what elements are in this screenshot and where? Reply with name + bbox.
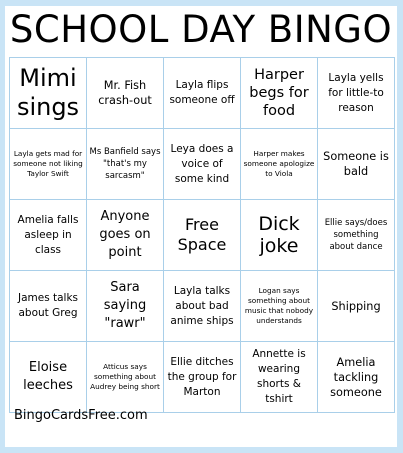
bingo-cell[interactable]: Anyone goes on point bbox=[87, 200, 164, 271]
bingo-cell[interactable]: Logan says something about music that nobody understands bbox=[241, 271, 318, 342]
bingo-cell[interactable]: Annette is wearing shorts & tshirt bbox=[241, 342, 318, 413]
bingo-cell[interactable]: Mimi sings bbox=[10, 58, 87, 129]
bingo-cell[interactable]: Layla flips someone off bbox=[164, 58, 241, 129]
bingo-cell[interactable]: Amelia tackling someone bbox=[318, 342, 395, 413]
bingo-cell[interactable]: Ms Banfield says "that's my sarcasm" bbox=[87, 129, 164, 200]
bingo-cell[interactable]: Shipping bbox=[318, 271, 395, 342]
bingo-cell[interactable]: Someone is bald bbox=[318, 129, 395, 200]
bingo-cell[interactable]: Ellie says/does something about dance bbox=[318, 200, 395, 271]
bingo-cell[interactable]: Leya does a voice of some kind bbox=[164, 129, 241, 200]
bingo-cell[interactable]: James talks about Greg bbox=[10, 271, 87, 342]
bingo-cell[interactable]: Harper makes someone apologize to Viola bbox=[241, 129, 318, 200]
bingo-cell[interactable]: Mr. Fish crash-out bbox=[87, 58, 164, 129]
bingo-cell[interactable]: Layla yells for little-to reason bbox=[318, 58, 395, 129]
bingo-cell[interactable]: Eloise leeches bbox=[10, 342, 87, 413]
card-title: SCHOOL DAY BINGO bbox=[9, 8, 393, 51]
bingo-cell[interactable]: Layla talks about bad anime ships bbox=[164, 271, 241, 342]
bingo-card bbox=[5, 6, 397, 447]
bingo-cell[interactable]: Ellie ditches the group for Marton bbox=[164, 342, 241, 413]
bingo-cell[interactable]: Dick joke bbox=[241, 200, 318, 271]
bingo-cell[interactable]: Layla gets mad for someone not liking Taylor Swift bbox=[10, 129, 87, 200]
bingo-grid bbox=[9, 57, 395, 413]
bingo-cell[interactable]: Harper begs for food bbox=[241, 58, 318, 129]
bingo-cell[interactable]: Amelia falls asleep in class bbox=[10, 200, 87, 271]
bingo-cell[interactable]: Atticus says something about Audrey being short bbox=[87, 342, 164, 413]
footer-credit: BingoCardsFree.com bbox=[14, 408, 148, 423]
bingo-cell[interactable]: Free Space bbox=[164, 200, 241, 271]
bingo-cell[interactable]: Sara saying "rawr" bbox=[87, 271, 164, 342]
